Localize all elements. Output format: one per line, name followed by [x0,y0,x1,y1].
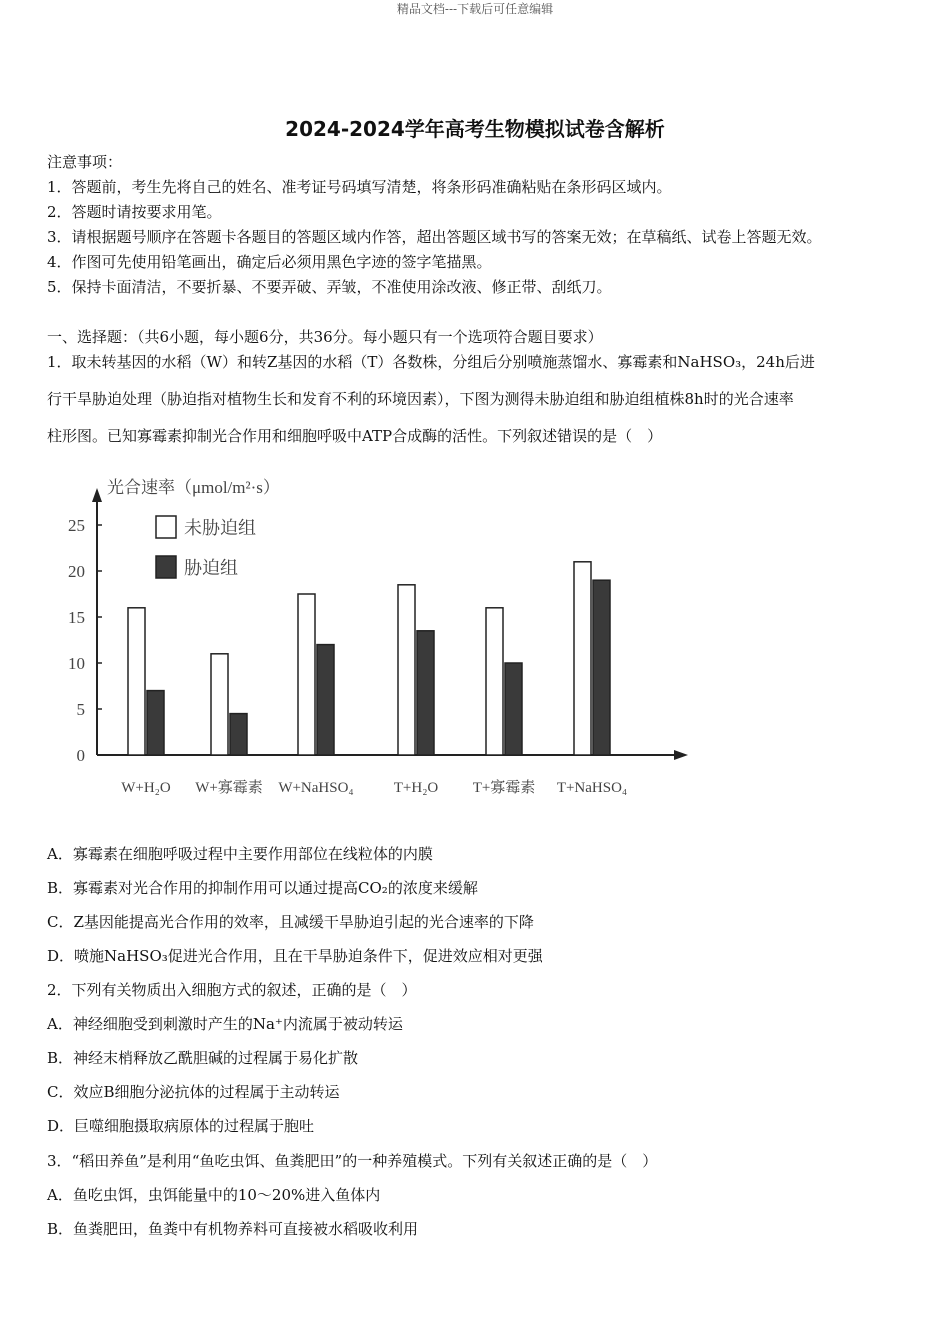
header-note: 精品文档---下载后可任意编辑 [396,2,554,16]
q3-stem: 3．“稻田养鱼”是利用“鱼吃虫饵、鱼粪肥田”的一种养殖模式。下列有关叙述正确的是（ ） [47,1152,658,1170]
notice-heading: 注意事项： [47,153,123,171]
q1-stem-line3: 柱形图。已知寡霉素抑制光合作用和细胞呼吸中ATP合成酶的活性。下列叙述错误的是（ ） [47,427,663,445]
q1-stem-line1: 1．取未转基因的水稻（W）和转Z基因的水稻（T）各数株，分组后分别喷施蒸馏水、寡霉素和NaHSO₃，24h后进 [47,353,815,371]
notice-item-3: 3．请根据题号顺序在答题卡各题目的答题区域内作答，超出答题区域书写的答案无效；在草稿纸、试卷上答题无效。 [47,228,822,246]
q3-option-a: A．鱼吃虫饵，虫饵能量中的10～20%进入鱼体内 [47,1186,381,1204]
q2-option-c: C．效应B细胞分泌抗体的过程属于主动转运 [47,1083,340,1101]
bar [298,594,315,755]
bar [398,585,415,755]
section-heading: 一、选择题：（共6小题，每小题6分，共36分。每小题只有一个选项符合题目要求） [47,328,603,346]
q3-option-b: B．鱼粪肥田，鱼粪中有机物养料可直接被水稻吸收利用 [47,1220,419,1238]
bar [230,714,247,755]
bar [574,562,591,755]
notice-item-2: 2．答题时请按要求用笔。 [47,203,222,221]
photosynthesis-bar-chart [60,468,700,808]
legend-label: 胁迫组 [184,558,238,578]
y-tick-label: 15 [68,608,85,627]
q2-option-a: A．神经细胞受到刺激时产生的Na⁺内流属于被动转运 [47,1015,403,1033]
q1-option-c: C．Z基因能提高光合作用的效率，且减缓干旱胁迫引起的光合速率的下降 [47,913,534,931]
bar [317,645,334,755]
legend-label: 未胁迫组 [184,518,256,538]
chart-svg [60,468,700,808]
x-tick-label: T+NaHSO₄ [556,780,628,796]
q1-option-d: D．喷施NaHSO₃促进光合作用，且在干旱胁迫条件下，促进效应相对更强 [47,947,543,965]
page-title: 2024-2024学年高考生物模拟试卷含解析 [285,117,665,141]
notice-item-4: 4．作图可先使用铅笔画出，确定后必须用黑色字迹的签字笔描黑。 [47,253,492,271]
x-tick-label: W+H₂O [121,780,171,796]
y-tick-label: 0 [76,746,85,765]
y-tick-label: 5 [76,700,85,719]
x-tick-label: W+NaHSO₄ [278,780,354,796]
y-tick-label: 10 [68,654,85,673]
bar [486,608,503,755]
q1-option-a: A．寡霉素在细胞呼吸过程中主要作用部位在线粒体的内膜 [47,845,433,863]
x-axis-arrow [674,750,688,760]
bar [417,631,434,755]
y-axis-arrow [92,488,102,502]
y-tick-label: 20 [68,562,85,581]
notice-item-5: 5．保持卡面清洁，不要折暴、不要弄破、弄皱，不准使用涂改液、修正带、刮纸刀。 [47,278,612,296]
x-tick-label: T+寡霉素 [472,780,536,796]
y-tick-label: 25 [68,516,85,535]
bar [593,580,610,755]
bar [128,608,145,755]
q2-stem: 2．下列有关物质出入细胞方式的叙述，正确的是（ ） [47,981,417,999]
y-axis-label: 光合速率（μmol/m²·s） [107,478,280,497]
x-tick-label: T+H₂O [393,780,439,796]
bar [147,691,164,755]
legend-swatch [156,516,176,538]
q1-option-b: B．寡霉素对光合作用的抑制作用可以通过提高CO₂的浓度来缓解 [47,879,478,897]
q2-option-b: B．神经末梢释放乙酰胆碱的过程属于易化扩散 [47,1049,359,1067]
bar [505,663,522,755]
x-tick-label: W+寡霉素 [195,780,263,796]
notice-item-1: 1．答题前，考生先将自己的姓名、准考证号码填写清楚，将条形码准确粘贴在条形码区域内。 [47,178,672,196]
bar [211,654,228,755]
legend-swatch [156,556,176,578]
q2-option-d: D．巨噬细胞摄取病原体的过程属于胞吐 [47,1117,315,1135]
q1-stem-line2: 行干旱胁迫处理（胁迫指对植物生长和发育不利的环境因素），下图为测得未胁迫组和胁迫组植株8h时的光合速率 [47,390,794,408]
